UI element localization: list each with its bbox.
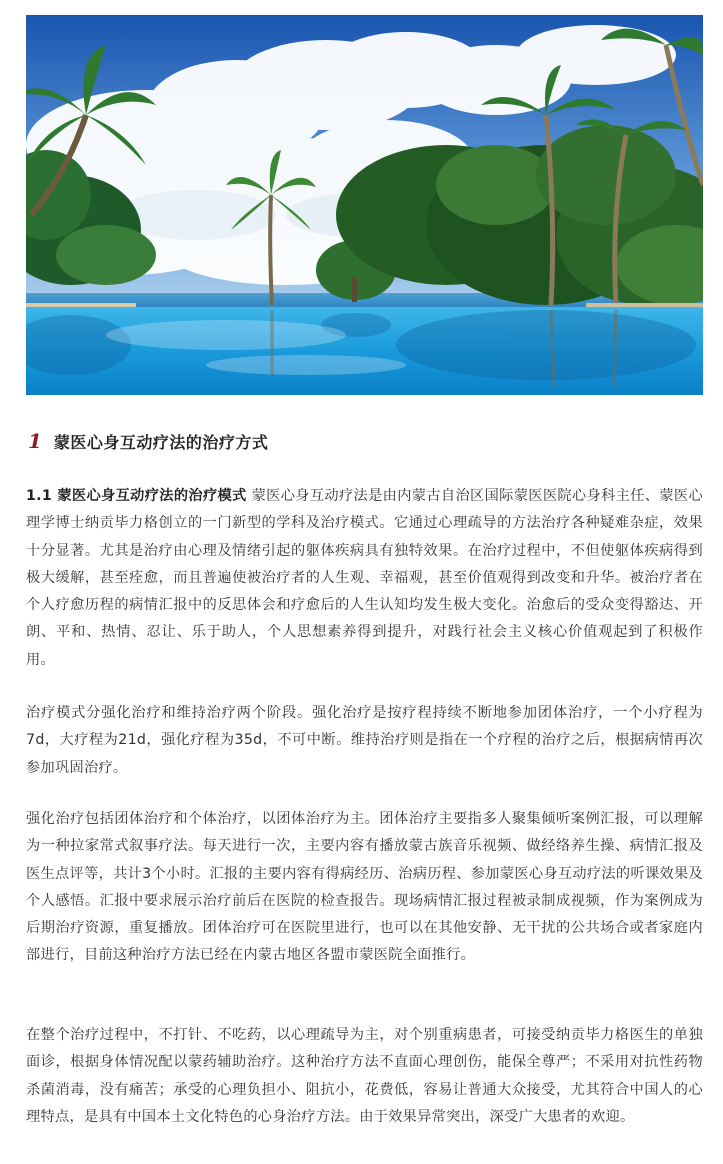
paragraph-text: 蒙医心身互动疗法是由内蒙古自治区国际蒙医医院心身科主任、蒙医心理学博士纳贡毕力格创立的一门新型的学科及治疗模式。它通过心理疏导的方法治疗各种疑难杂症，效果十分显著。尤其是治疗由心理及情绪引起的躯体疾病具有独特效果。在治疗过程中，不但使躯体疾病得到极大缓解，甚至痊愈，而且普遍使被治疗者的人生观、幸福观，甚至价值观得到改变和升华。被治疗者在个人疗愈历程的病情汇报中的反思体会和疗愈后的人生认知均发生极大变化。治愈后的受众变得豁达、开朗、平和、热情、忍让、乐于助人，个人思想素养得到提升，对践行社会主义核心价值观起到了积极作用。 [26, 488, 703, 668]
paragraph-treatment-model [26, 483, 703, 674]
section-number: 1 [28, 429, 42, 453]
section-heading [28, 425, 268, 457]
paragraph-text: 强化治疗包括团体治疗和个体治疗，以团体治疗为主。团体治疗主要指多人聚集倾听案例汇报，可以理解为一种拉家常式叙事疗法。每天进行一次，主要内容有播放蒙古族音乐视频、做经络养生操、病情汇报及医生点评等，共计3个小时。汇报的主要内容有得病经历、治病历程、参加蒙医心身互动疗法的听课效果及个人感悟。汇报中要求展示治疗前后在医院的检查报告。现场病情汇报过程被录制成视频，作为案例成为后期治疗资源，重复播放。团体治疗可在医院里进行，也可以在其他安静、无干扰的公共场合或者家庭内部进行，目前这种治疗方法已经在内蒙古地区各盟市蒙医院全面推行。 [26, 811, 703, 964]
paragraph-text: 治疗模式分强化治疗和维持治疗两个阶段。强化治疗是按疗程持续不断地参加团体治疗，一个小疗程为7d，大疗程为21d，强化疗程为35d，不可中断。维持治疗则是指在一个疗程的治疗之后，根据病情再次参加巩固治疗。 [26, 705, 703, 776]
paragraph-lead: 1.1 蒙医心身互动疗法的治疗模式 [26, 488, 247, 504]
pool-scene-illustration [26, 15, 703, 395]
paragraph-treatment-stages [26, 700, 703, 782]
paragraph-intensive-treatment [26, 806, 703, 970]
paragraph-treatment-process [26, 1022, 703, 1131]
paragraph-text: 在整个治疗过程中，不打针、不吃药，以心理疏导为主，对个别重病患者，可接受纳贡毕力格医生的单独面诊，根据身体情况配以蒙药辅助治疗。这种治疗方法不直面心理创伤，能保全尊严；不采用对抗性药物杀菌消毒，没有痛苦；承受的心理负担小、阻抗小，花费低，容易让普通大众接受，尤其符合中国人的心理特点，是具有中国本土文化特色的心身治疗方法。由于效果异常突出，深受广大患者的欢迎。 [26, 1027, 703, 1125]
hero-image [26, 15, 703, 395]
section-title: 蒙医心身互动疗法的治疗方式 [53, 432, 269, 452]
